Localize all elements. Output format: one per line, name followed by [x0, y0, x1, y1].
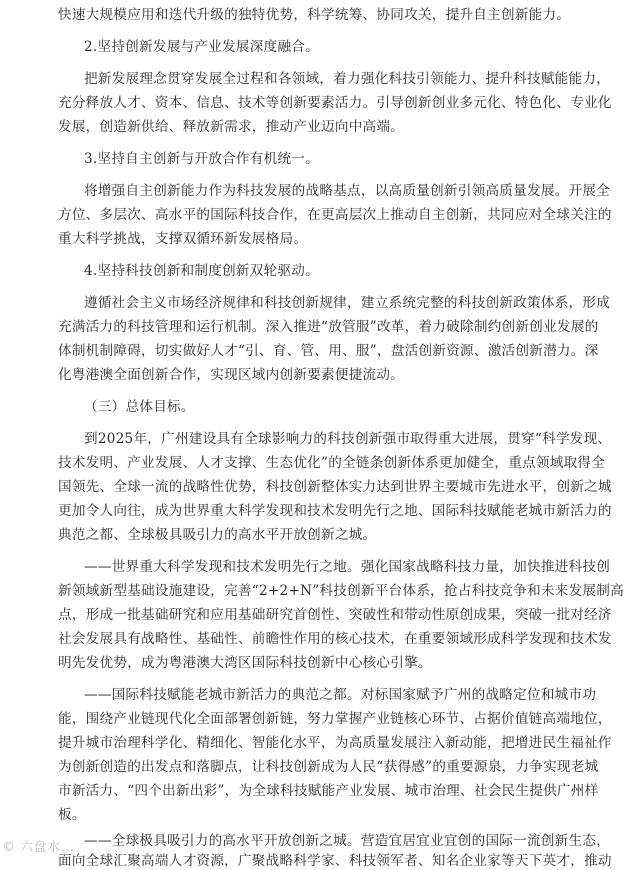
paragraph-line: ——全球极具吸引力的高水平开放创新之城。营造宜居宜业宜创的国际一流创新生态，	[84, 833, 611, 849]
paragraph-line: 更加令人向往，成为世界重大科学发现和技术发明先行之地、国际科技赋能老城市新活力的	[58, 503, 612, 519]
paragraph-line: 提升城市治理科学化、精细化、智能化水平，为高质量发展注入新动能，把增进民生福祉作	[58, 735, 612, 751]
paragraph-line: ——世界重大科学发现和技术发明先行之地。强化国家战略科技力量，加快推进科技创	[84, 559, 611, 575]
watermark: © 六盘水...	[2, 840, 75, 855]
paragraph-line: 明先发优势，成为粤港澳大湾区国际科技创新中心核心引擎。	[58, 655, 432, 671]
paragraph-line: 社会发展具有战略性、基础性、前瞻性作用的核心技术，在重要领域形成科学发现和技术发	[58, 631, 612, 647]
paragraph-line: 方位、多层次、高水平的国际科技合作，在更高层次上推动自主创新，共同应对全球关注的	[58, 207, 612, 223]
paragraph-line: 面向全球汇聚高端人才资源，广聚战略科学家、科技领军者、知名企业家等天下英才，推动	[58, 853, 612, 869]
paragraph-line: 遵循社会主义市场经济规律和科技创新规律，建立系统完整的科技创新政策体系，形成	[84, 295, 611, 311]
paragraph-line: 板。	[58, 807, 86, 823]
paragraph-line: 点，形成一批基础研究和应用基础研究首创性、突破性和带动性原创成果，突破一批对经济	[58, 607, 612, 623]
text-line-continuation: 快速大规模应用和迭代升级的独特优势，科学统筹、协同攻关，提升自主创新能力。	[58, 7, 571, 23]
paragraph-line: 国领先、全球一流的战略性优势，科技创新整体实力达到世界主要城市先进水平，创新之城	[58, 479, 612, 495]
paragraph-line: 技术发明、产业发展、人才支撑、生态优化”的全链条创新体系更加健全，重点领域取得全	[58, 455, 606, 471]
paragraph-line: 充满活力的科技管理和运行机制。深入推进“放管服”改革，着力破除制约创新创业发展的	[58, 319, 599, 335]
paragraph-line: 将增强自主创新能力作为科技发展的战略基点，以高质量创新引领高质量发展。开展全	[84, 183, 611, 199]
paragraph-line: 到2025年，广州建设具有全球影响力的科技创新强市取得重大进展，贯穿“科学发现、	[84, 431, 612, 447]
principle-heading-4: 4.坚持科技创新和制度创新双轮驱动。	[84, 263, 319, 279]
section-heading-overall-goals: （三）总体目标。	[84, 399, 195, 415]
paragraph-line: 重大科学挑战，支撑双循环新发展格局。	[58, 231, 308, 247]
paragraph-line: 化粤港澳全面创新合作，实现区域内创新要素便捷流动。	[58, 367, 405, 383]
paragraph-line: 充分释放人才、资本、信息、技术等创新要素活力。引导创新创业多元化、特色化、专业化	[58, 95, 612, 111]
paragraph-line: 体制机制障碍，切实做好人才“引、育、管、用、服”，盘活创新资源、激活创新潜力。深	[58, 343, 599, 359]
principle-heading-3: 3.坚持自主创新与开放合作有机统一。	[84, 151, 319, 167]
principle-heading-2: 2.坚持创新发展与产业发展深度融合。	[84, 39, 319, 55]
paragraph-line: 为创新创造的出发点和落脚点，让科技创新成为人民“获得感”的重要源泉，力争实现老城	[58, 759, 599, 775]
paragraph-line: 典范之都、全球极具吸引力的高水平开放创新之城。	[58, 527, 377, 543]
paragraph-line: 把新发展理念贯穿发展全过程和各领域，着力强化科技引领能力、提升科技赋能能力，	[84, 71, 611, 87]
paragraph-line: 能，围绕产业链现代化全面部署创新链，努力掌握产业链核心环节、占据价值链高端地位，	[58, 711, 612, 727]
paragraph-line: 市新活力、“四个出新出彩”，为全球科技赋能产业发展、城市治理、社会民生提供广州样	[58, 783, 599, 799]
paragraph-line: ——国际科技赋能老城市新活力的典范之都。对标国家赋予广州的战略定位和城市功	[84, 687, 597, 703]
paragraph-line: 新领域新型基础设施建设，完善“2+2+N”科技创新平台体系，抢占科技竞争和未来发展制高	[58, 583, 624, 599]
paragraph-line: 发展，创造新供给、释放新需求，推动产业迈向中高端。	[58, 119, 405, 135]
